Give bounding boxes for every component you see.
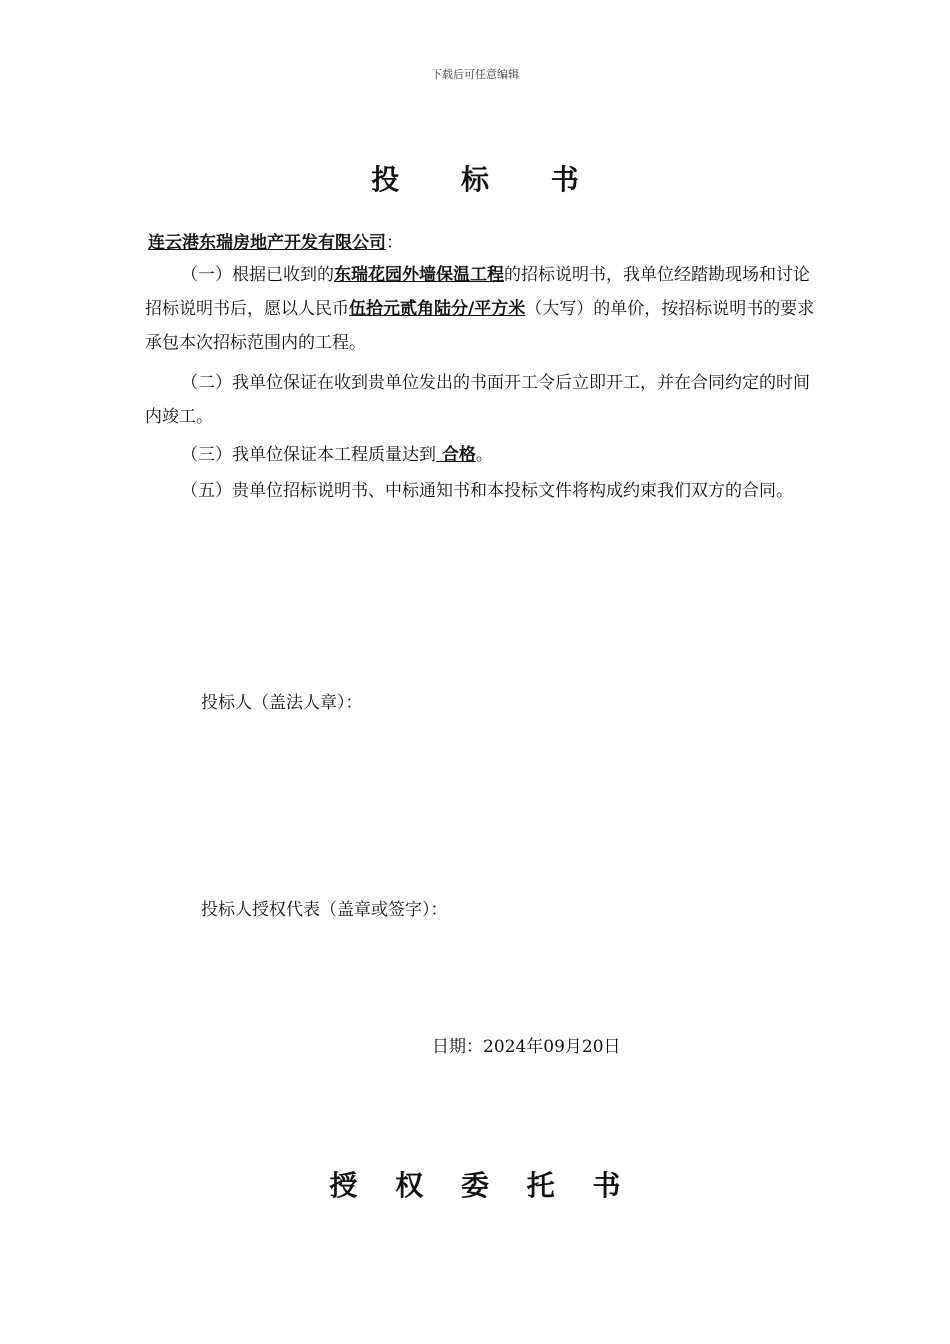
addressee-name: 连云港东瑞房地产开发有限公司 (148, 233, 386, 253)
project-name: 东瑞花园外墙保温工程 (334, 265, 504, 285)
bidder-signature-line: 投标人（盖法人章）： (201, 693, 363, 713)
paragraph-3-part-b: 。 (475, 445, 493, 465)
paragraph-1-part-a: （一）根据已收到的 (181, 265, 334, 285)
addressee (148, 228, 403, 253)
date-line: 日期：2024年09月20日 (432, 1037, 621, 1057)
quality-level: 合格 (436, 445, 476, 465)
document-title: 投 标 书 (371, 163, 605, 196)
representative-signature-line: 投标人授权代表（盖章或签字）： (201, 900, 448, 920)
paragraph-1-part-b: 的招标说明书，我单位经踏勘现场和讨论招标说明书后，愿以人民币 (145, 265, 810, 319)
paragraph-3 (145, 438, 817, 472)
paragraph-1 (145, 258, 817, 360)
header-note: 下载后可任意编辑 (431, 68, 519, 81)
addressee-suffix: ： (386, 233, 403, 253)
paragraph-3-part-a: （三）我单位保证本工程质量达到 (181, 445, 436, 465)
paragraph-4: （五）贵单位招标说明书、中标通知书和本投标文件将构成约束我们双方的合同。 (181, 481, 793, 501)
paragraph-1-part-c: （大写）的单价，按招标说明书的要求承包本次招标范围内的工程。 (145, 299, 815, 353)
paragraph-2: （二）我单位保证在收到贵单位发出的书面开工令后立即开工，并在合同约定的时间内竣工。 (145, 373, 810, 427)
authorization-title: 授 权 委 托 书 (329, 1169, 635, 1202)
unit-price: 伍拾元贰角陆分/平方米 (349, 299, 526, 319)
